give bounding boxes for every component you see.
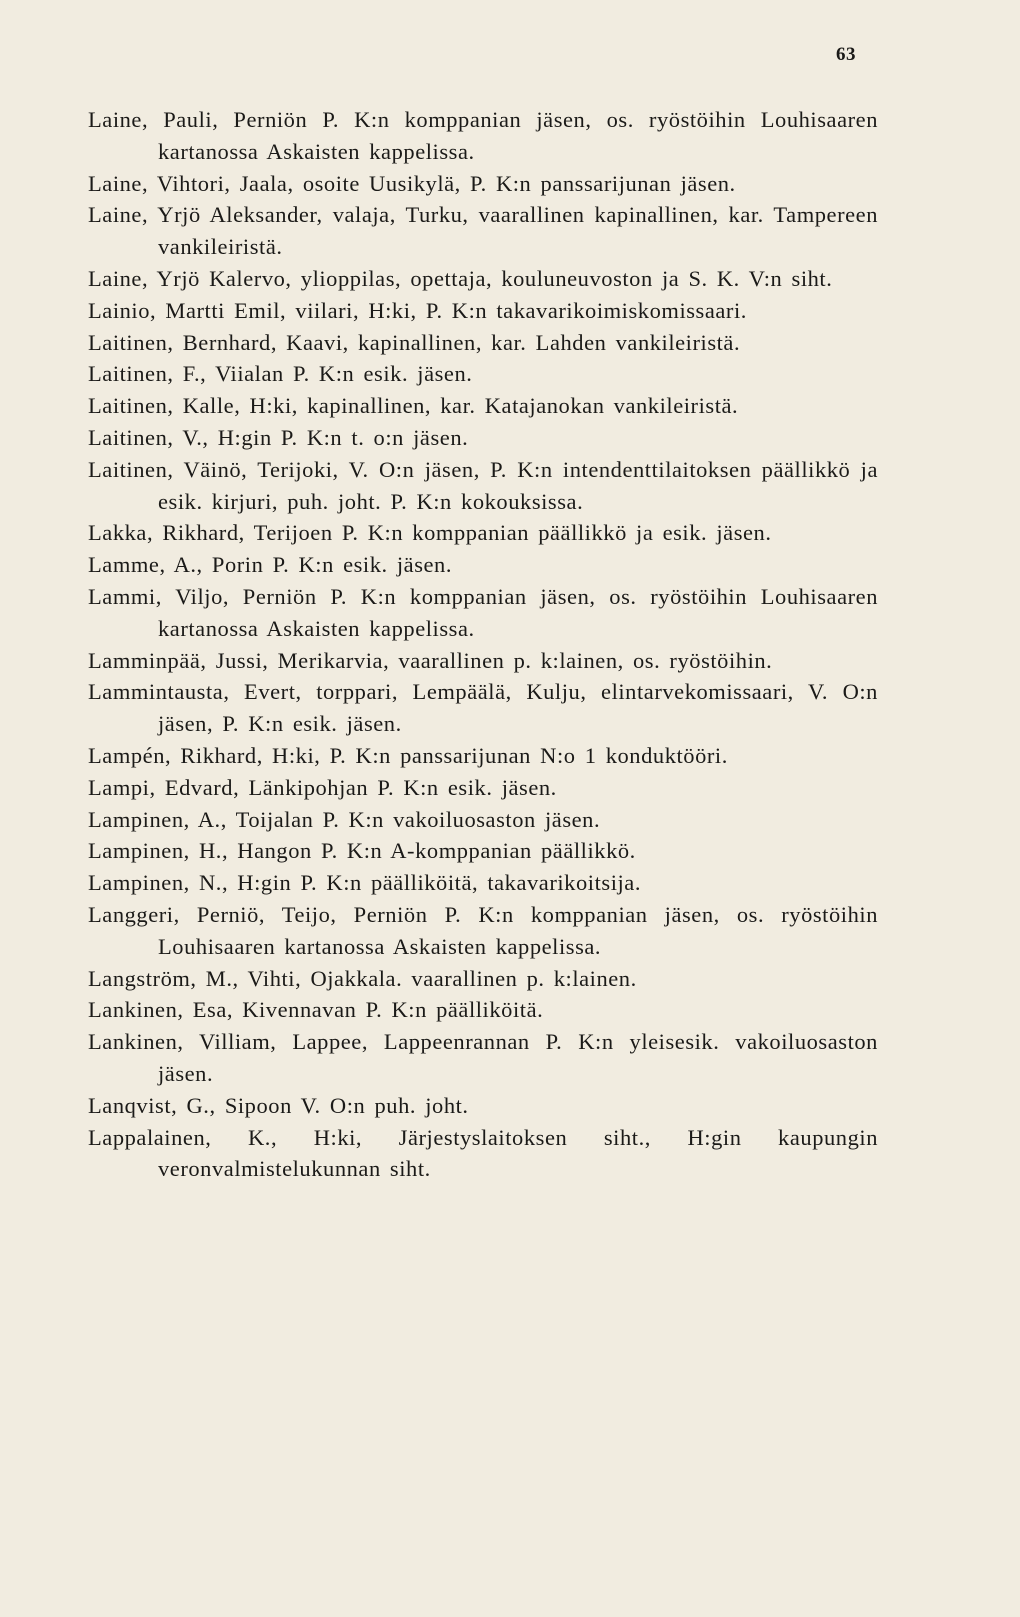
- register-entry: Laine, Yrjö Kalervo, ylioppilas, opettaja, kouluneuvoston ja S. K. V:n siht.: [88, 265, 833, 291]
- register-entry: Lampi, Edvard, Länkipohjan P. K:n esik. jäsen.: [88, 774, 557, 800]
- register-entry: Laine, Yrjö Aleksander, valaja, Turku, vaarallinen kapinallinen, kar. Tampereen vankileiristä.: [88, 202, 878, 260]
- register-entry: Lankinen, Esa, Kivennavan P. K:n päälliköitä.: [88, 997, 544, 1023]
- register-entry: Laine, Pauli, Perniön P. K:n komppanian jäsen, os. ryöstöihin Louhisaaren kartanossa Askaisten kappelissa.: [88, 107, 878, 164]
- register-entry: Laine, Vihtori, Jaala, osoite Uusikylä, P. K:n panssarijunan jäsen.: [88, 170, 736, 196]
- register-entry: Lammi, Viljo, Perniön P. K:n komppanian jäsen, os. ryöstöihin Louhisaaren kartanossa Askaisten kappelissa.: [88, 583, 878, 641]
- register-entry: Langström, M., Vihti, Ojakkala. vaarallinen p. k:lainen.: [88, 965, 637, 991]
- register-entry: Lammintausta, Evert, torppari, Lempäälä, Kulju, elintarvekomissaari, V. O:n jäsen, P. K:n esik. jäsen.: [88, 679, 878, 737]
- register-entry: Lainio, Martti Emil, viilari, H:ki, P. K:n takavarikoimiskomissaari.: [88, 297, 747, 323]
- register-entry: Lampinen, A., Toijalan P. K:n vakoiluosaston jäsen.: [88, 806, 601, 832]
- register-entry: Lampinen, N., H:gin P. K:n päälliköitä, takavarikoitsija.: [88, 870, 642, 896]
- register-entry: Langgeri, Perniö, Teijo, Perniön P. K:n komppanian jäsen, os. ryöstöihin Louhisaaren kartanossa Askaisten kappelissa.: [88, 901, 878, 959]
- register-entries: [88, 104, 878, 1185]
- register-entry: Laitinen, Bernhard, Kaavi, kapinallinen, kar. Lahden vankileiristä.: [88, 329, 741, 355]
- page-number: 63: [836, 44, 856, 65]
- register-entry: Lamme, A., Porin P. K:n esik. jäsen.: [88, 552, 453, 578]
- register-entry: Laitinen, Kalle, H:ki, kapinallinen, kar. Katajanokan vankileiristä.: [88, 393, 739, 419]
- register-entry: Lampinen, H., Hangon P. K:n A-komppanian päällikkö.: [88, 838, 636, 864]
- register-entry: Lampén, Rikhard, H:ki, P. K:n panssarijunan N:o 1 konduktööri.: [88, 742, 728, 768]
- register-entry: Lanqvist, G., Sipoon V. O:n puh. joht.: [88, 1092, 469, 1118]
- register-entry: Laitinen, Väinö, Terijoki, V. O:n jäsen, P. K:n intendenttilaitoksen päällikkö ja esik. kirjuri, puh. joht. P. K:n kokouksissa.: [88, 456, 878, 514]
- register-entry: Laitinen, F., Viialan P. K:n esik. jäsen.: [88, 361, 473, 387]
- register-entry: Lappalainen, K., H:ki, Järjestyslaitoksen siht., H:gin kaupungin veronvalmistelukunnan siht.: [88, 1124, 878, 1182]
- register-entry: Laitinen, V., H:gin P. K:n t. o:n jäsen.: [88, 424, 469, 450]
- register-entry: Lakka, Rikhard, Terijoen P. K:n komppanian päällikkö ja esik. jäsen.: [88, 520, 772, 546]
- register-entry: Lamminpää, Jussi, Merikarvia, vaarallinen p. k:lainen, os. ryöstöihin.: [88, 647, 773, 673]
- register-entry: Lankinen, Villiam, Lappee, Lappeenrannan P. K:n yleisesik. vakoiluosaston jäsen.: [88, 1029, 878, 1086]
